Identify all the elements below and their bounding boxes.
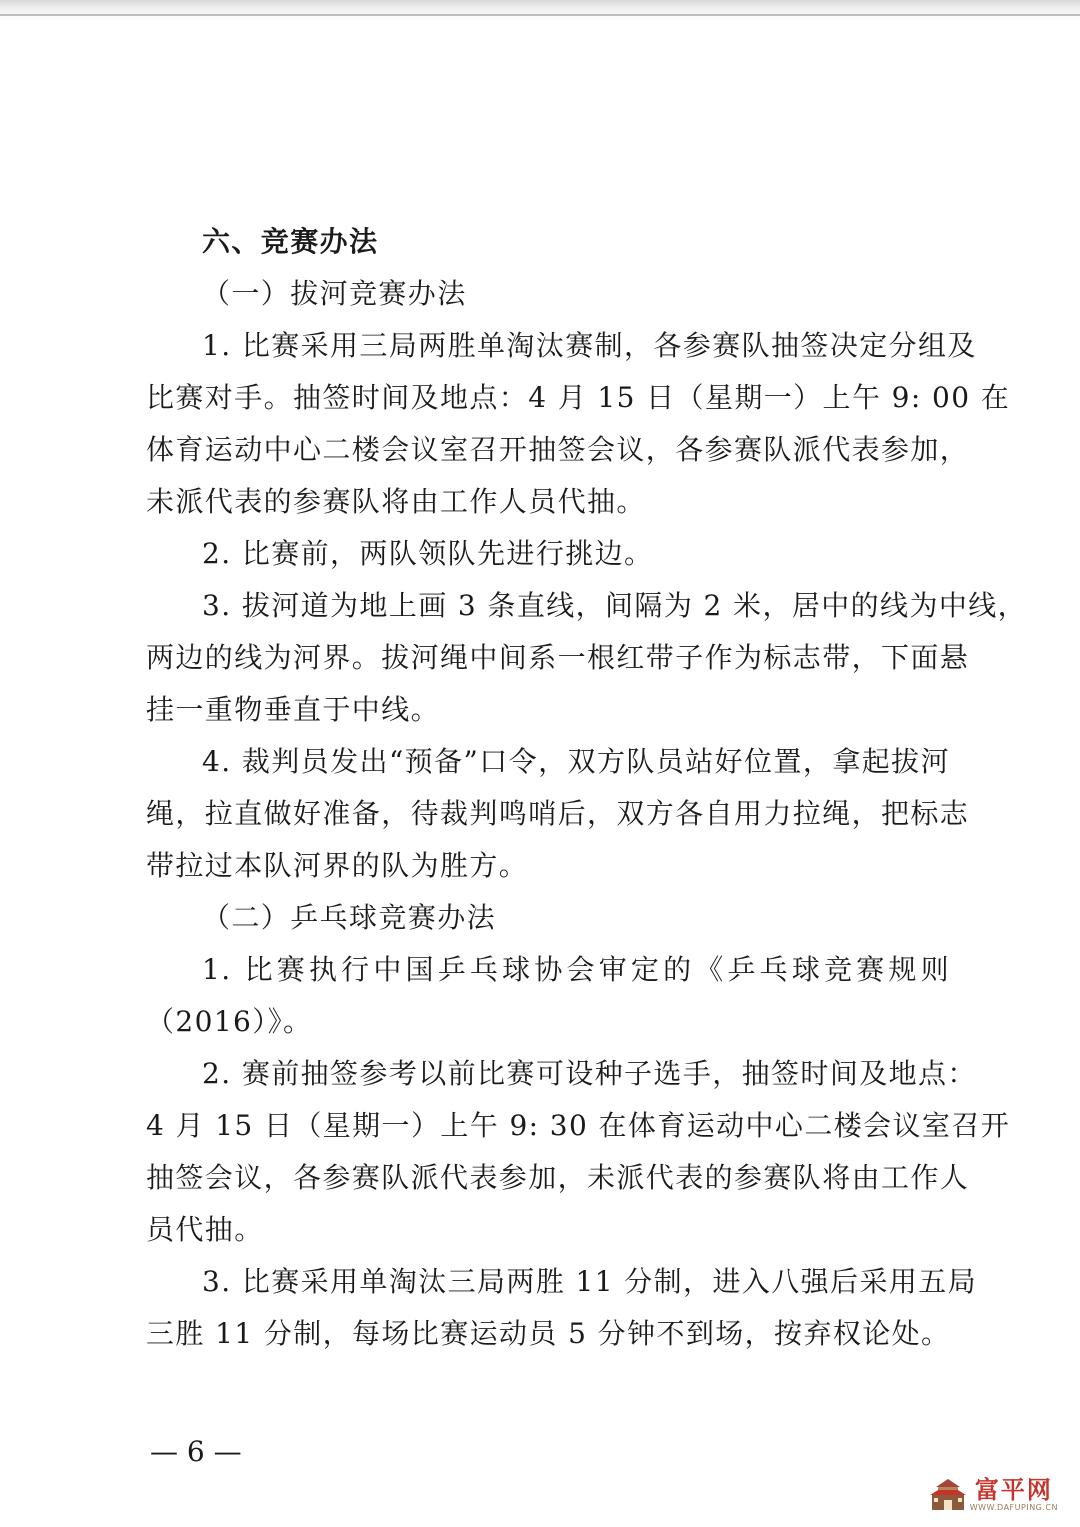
paragraph-line: 3. 拔河道为地上画 3 条直线，间隔为 2 米，居中的线为中线，	[202, 589, 1028, 622]
gate-tower-icon	[930, 1478, 966, 1512]
paragraph-line: 员代抽。	[146, 1213, 264, 1246]
paragraph-line: 挂一重物垂直于中线。	[146, 693, 441, 726]
site-watermark	[930, 1477, 1058, 1513]
paragraph-line: 体育运动中心二楼会议室召开抽签会议，各参赛队派代表参加，	[146, 433, 970, 466]
paragraph-line: 2. 比赛前，两队领队先进行挑边。	[202, 537, 654, 570]
section-heading: 六、竞赛办法	[202, 225, 379, 258]
subsection-heading-table-tennis: （二）乒乓球竞赛办法	[202, 901, 497, 934]
paragraph-line: 未派代表的参赛队将由工作人员代抽。	[146, 485, 646, 518]
paragraph-line: 绳，拉直做好准备，待裁判鸣哨后，双方各自用力拉绳，把标志	[146, 797, 970, 830]
subsection-heading-tug-of-war: （一）拔河竞赛办法	[202, 277, 467, 310]
paragraph-line: 1. 比赛采用三局两胜单淘汰赛制，各参赛队抽签决定分组及	[202, 329, 977, 362]
paragraph-line: 1. 比赛执行中国乒乓球协会审定的《乒乓球竞赛规则	[202, 953, 950, 986]
paragraph-line: 3. 比赛采用单淘汰三局两胜 11 分制，进入八强后采用五局	[202, 1265, 978, 1298]
paragraph-line: 4. 裁判员发出“预备”口令，双方队员站好位置，拿起拔河	[202, 745, 950, 778]
paragraph-line: 比赛对手。抽签时间及地点：4 月 15 日（星期一）上午 9: 00 在	[146, 381, 1011, 414]
watermark-title: 富平网	[974, 1476, 1053, 1504]
scan-top-edge	[0, 0, 1080, 22]
paragraph-line: 抽签会议，各参赛队派代表参加，未派代表的参赛队将由工作人	[146, 1161, 970, 1194]
paragraph-line: 4 月 15 日（星期一）上午 9: 30 在体育运动中心二楼会议室召开	[146, 1109, 1011, 1142]
watermark-url: WWW.DAFUPING.CN	[969, 1503, 1058, 1512]
paragraph-line: （2016）》。	[146, 1005, 313, 1038]
paragraph-line: 2. 赛前抽签参考以前比赛可设种子选手，抽签时间及地点：	[202, 1057, 977, 1090]
scan-edge-line	[0, 14, 1080, 16]
paragraph-line: 三胜 11 分制，每场比赛运动员 5 分钟不到场，按弃权论处。	[146, 1317, 951, 1350]
paragraph-line: 两边的线为河界。拔河绳中间系一根红带子作为标志带，下面悬	[146, 641, 970, 674]
page-number: — 6 —	[150, 1435, 242, 1468]
paragraph-line: 带拉过本队河界的队为胜方。	[146, 849, 529, 882]
document-page	[146, 216, 1028, 1360]
